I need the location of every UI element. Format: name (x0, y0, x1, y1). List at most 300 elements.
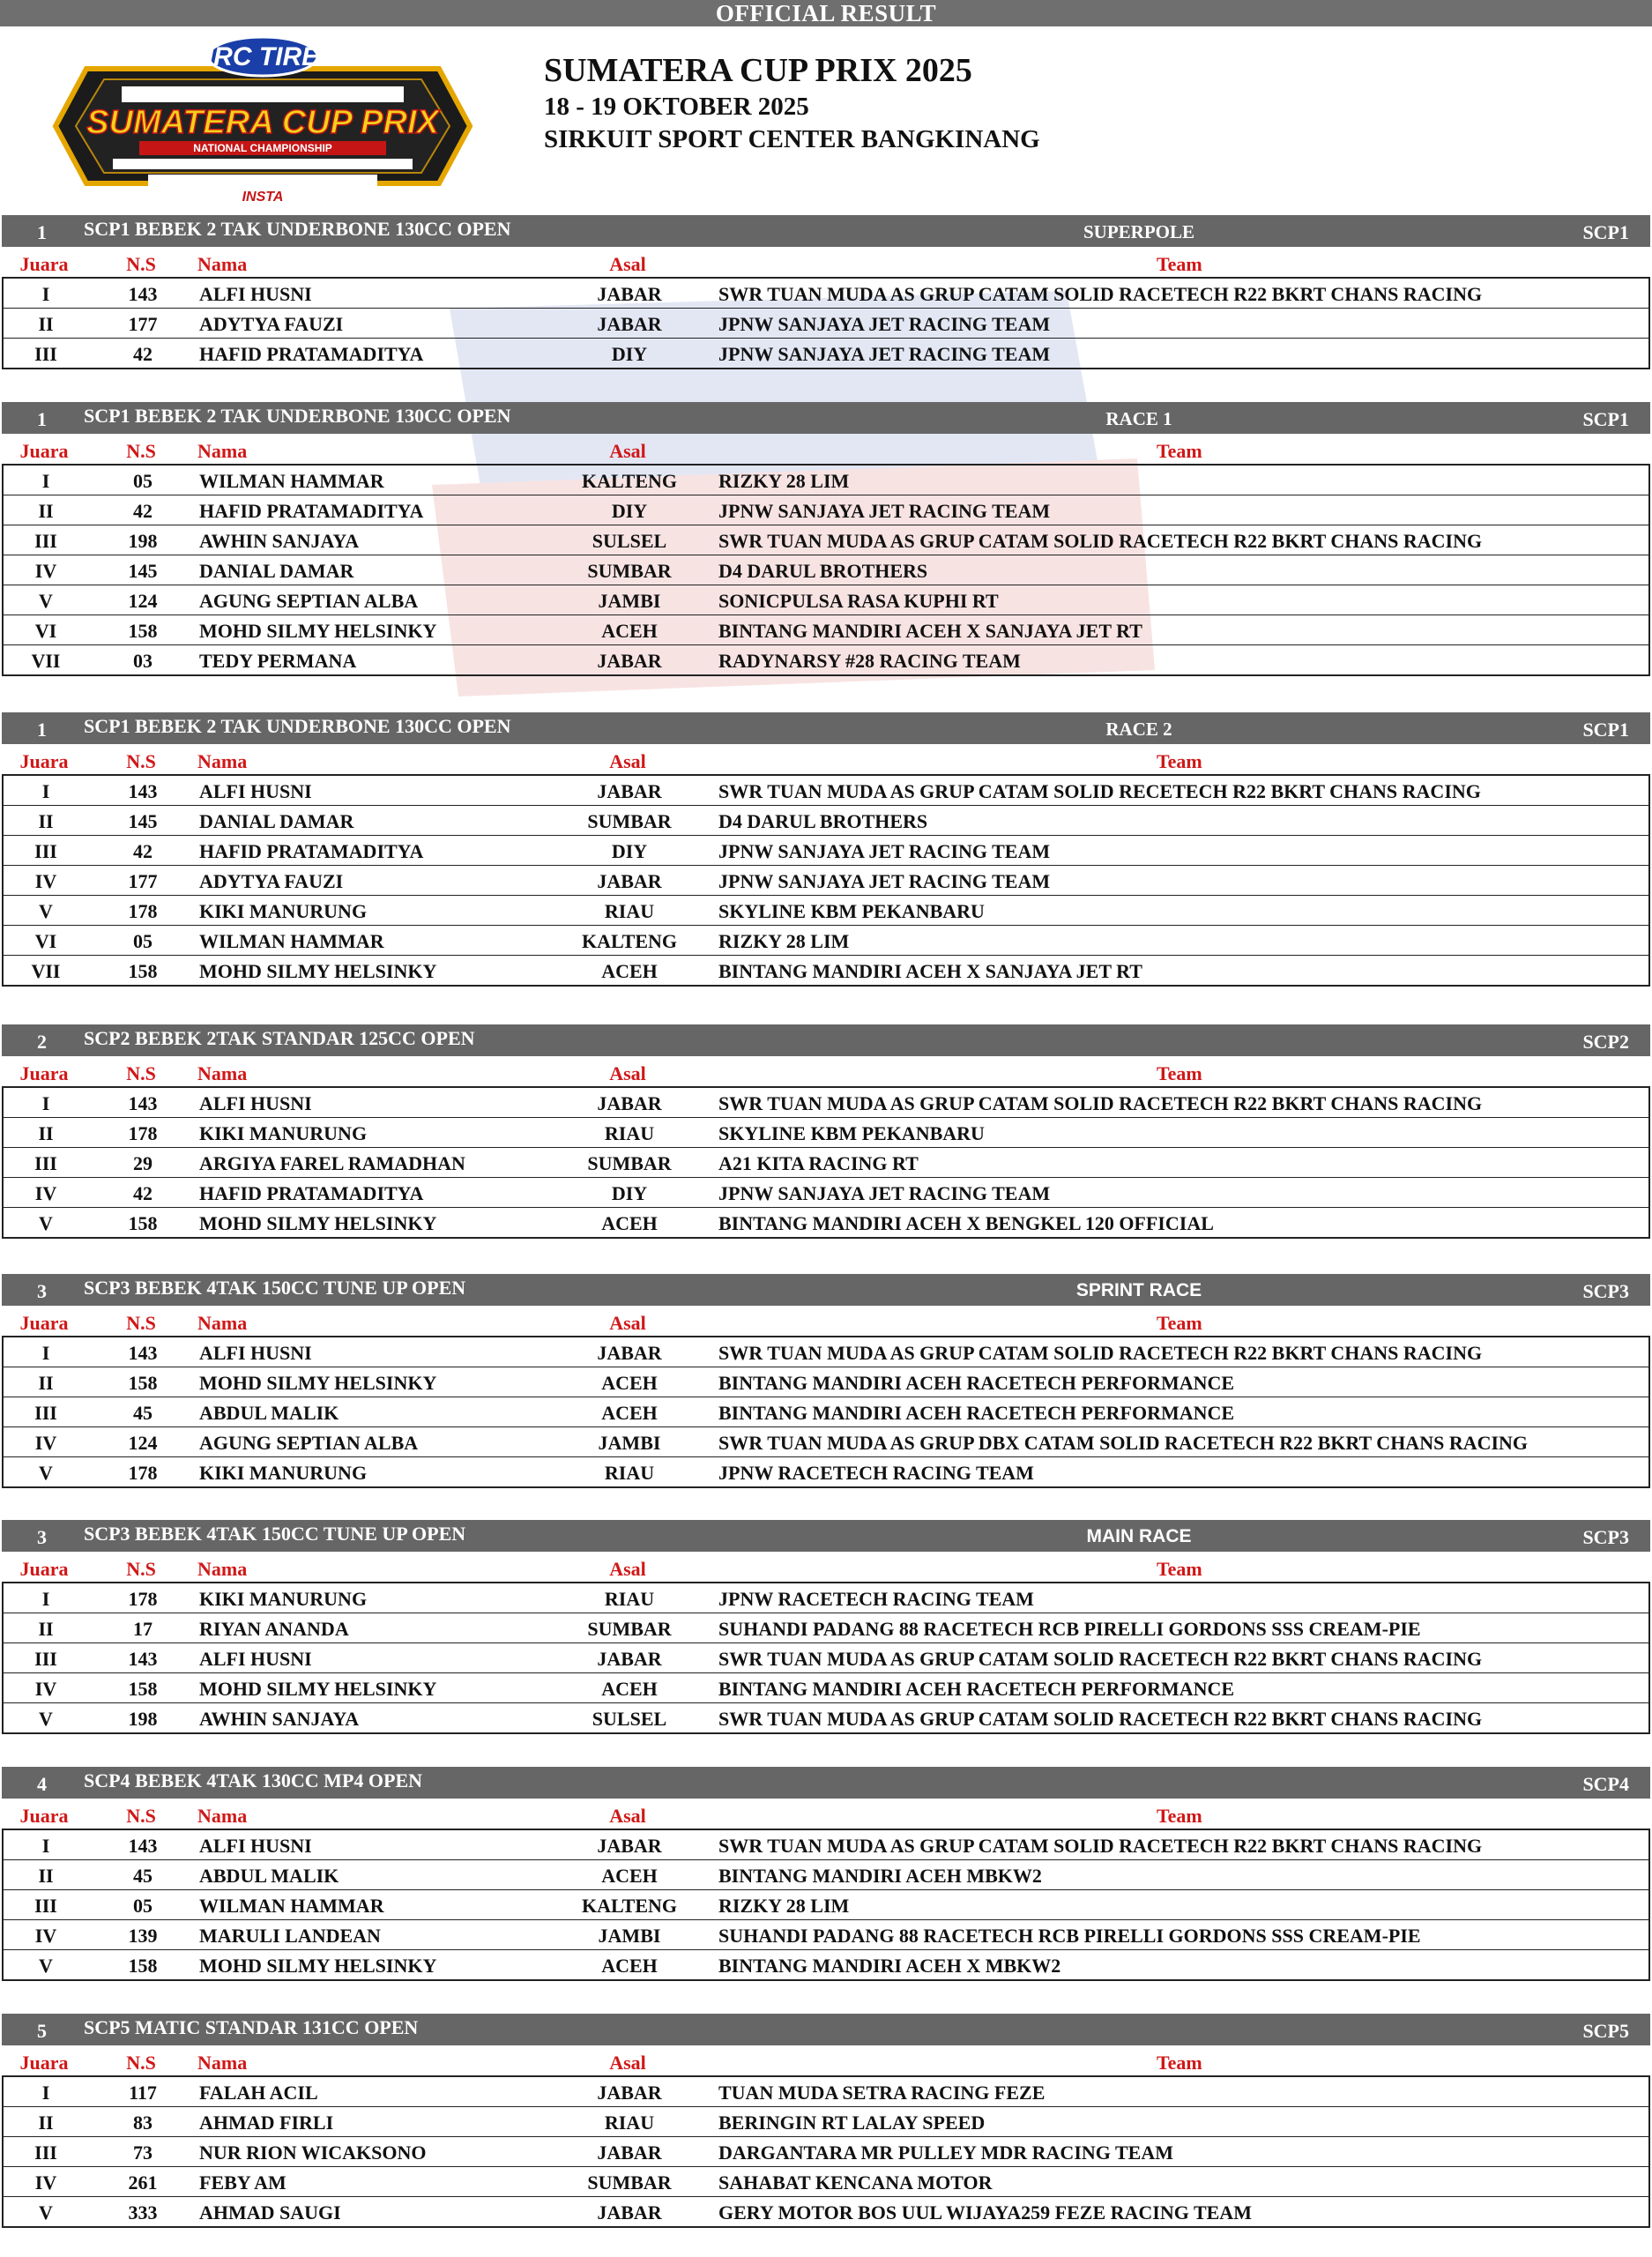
table-row (4, 1367, 1648, 1397)
cell-juara: V (39, 1955, 53, 1977)
table-row (4, 645, 1648, 674)
cell-asal: JABAR (597, 2082, 662, 2104)
col-team: Team (1157, 1805, 1202, 1827)
table-row (4, 1920, 1648, 1950)
col-nama: Nama (197, 1312, 248, 1334)
class-number: 5 (37, 2020, 47, 2042)
table-row (4, 866, 1648, 896)
cell-asal: RIAU (604, 1122, 655, 1144)
cell-team: SUHANDI PADANG 88 RACETECH RCB PIRELLI GORDONS SSS CREAM-PIE (718, 1618, 1421, 1640)
cell-nama: MOHD SILMY HELSINKY (199, 1955, 437, 1977)
cell-ns: 143 (128, 1835, 158, 1857)
cell-asal: SUMBAR (587, 560, 672, 582)
cell-ns: 177 (128, 870, 158, 892)
cell-team: SWR TUAN MUDA AS GRUP CATAM SOLID RECETECH R22 BKRT CHANS RACING (718, 780, 1481, 802)
class-code: SCP3 (1582, 1526, 1629, 1548)
cell-team: JPNW RACETECH RACING TEAM (718, 1588, 1034, 1610)
class-code: SCP4 (1582, 1773, 1629, 1795)
cell-nama: HAFID PRATAMADITYA (199, 840, 424, 862)
cell-nama: AGUNG SEPTIAN ALBA (199, 1432, 419, 1454)
cell-juara: II (38, 810, 54, 832)
cell-ns: 158 (128, 1212, 158, 1234)
cell-juara: V (39, 1462, 53, 1484)
cell-team: BINTANG MANDIRI ACEH X BENGKEL 120 OFFICIAL (718, 1212, 1214, 1234)
cell-asal: SUMBAR (587, 2171, 672, 2194)
cell-ns: 143 (128, 1648, 158, 1670)
col-asal: Asal (609, 1558, 646, 1580)
column-headers (2, 1799, 1650, 1830)
table-row (4, 1427, 1648, 1457)
cell-juara: IV (34, 560, 57, 582)
cell-juara: I (41, 1588, 50, 1610)
col-nama: Nama (197, 253, 248, 275)
result-section (2, 1024, 1650, 1239)
results-table (2, 466, 1650, 676)
cell-asal: ACEH (601, 1955, 658, 1977)
cell-juara: I (41, 1092, 50, 1114)
cell-asal: JABAR (597, 1092, 662, 1114)
cell-team: SWR TUAN MUDA AS GRUP CATAM SOLID RACETECH R22 BKRT CHANS RACING (718, 1835, 1483, 1857)
race-name: SUPERPOLE (1083, 221, 1195, 242)
cell-nama: NUR RION WICAKSONO (199, 2142, 427, 2164)
cell-asal: KALTENG (581, 470, 677, 492)
col-nama: Nama (197, 1558, 248, 1580)
result-section (2, 712, 1650, 987)
cell-juara: I (41, 1342, 50, 1364)
cell-juara: IV (34, 2171, 57, 2194)
col-ns: N.S (126, 253, 156, 275)
cell-team: DARGANTARA MR PULLEY MDR RACING TEAM (718, 2142, 1173, 2164)
event-date: 18 - 19 OKTOBER 2025 (544, 93, 809, 121)
cell-juara: IV (34, 1678, 57, 1700)
cell-ns: 143 (128, 283, 158, 305)
col-nama: Nama (197, 2052, 248, 2074)
cell-asal: JAMBI (598, 1925, 661, 1947)
cell-ns: 178 (128, 1462, 158, 1484)
cell-asal: JABAR (597, 1835, 662, 1857)
col-ns: N.S (126, 2052, 156, 2074)
cell-asal: JABAR (597, 870, 662, 892)
cell-nama: AHMAD FIRLI (199, 2112, 334, 2134)
cell-team: SAHABAT KENCANA MOTOR (718, 2171, 993, 2194)
cell-asal: JABAR (597, 283, 662, 305)
class-number: 3 (37, 1280, 47, 1302)
cell-team: SKYLINE KBM PEKANBARU (718, 1122, 985, 1144)
cell-ns: 143 (128, 1092, 158, 1114)
col-juara: Juara (19, 253, 69, 275)
table-row (4, 1397, 1648, 1427)
cell-team: BINTANG MANDIRI ACEH RACETECH PERFORMANCE (718, 1372, 1235, 1394)
col-ns: N.S (126, 750, 156, 772)
cell-nama: KIKI MANURUNG (199, 900, 368, 922)
col-juara: Juara (19, 440, 69, 462)
cell-asal: SUMBAR (587, 1152, 672, 1174)
cell-asal: ACEH (601, 620, 658, 642)
cell-asal: ACEH (601, 1678, 658, 1700)
cell-asal: SULSEL (592, 1708, 667, 1730)
col-juara: Juara (19, 750, 69, 772)
cell-nama: AWHIN SANJAYA (199, 1708, 360, 1730)
class-number: 3 (37, 1526, 47, 1548)
cell-juara: IV (34, 1432, 57, 1454)
race-name: MAIN RACE (1086, 1526, 1192, 1546)
result-section (2, 402, 1650, 676)
table-row (4, 1208, 1648, 1237)
cell-juara: VI (34, 930, 57, 952)
col-nama: Nama (197, 1805, 248, 1827)
table-row (4, 1643, 1648, 1673)
results-table (2, 776, 1650, 987)
cell-asal: JABAR (597, 2201, 662, 2223)
class-name: SCP1 BEBEK 2 TAK UNDERBONE 130CC OPEN (84, 715, 511, 737)
result-section (2, 1520, 1650, 1734)
col-team: Team (1157, 750, 1202, 772)
col-juara: Juara (19, 1312, 69, 1334)
result-section (2, 1767, 1650, 1981)
event-title: SUMATERA CUP PRIX 2025 (544, 52, 972, 89)
col-team: Team (1157, 1558, 1202, 1580)
cell-juara: II (38, 2112, 54, 2134)
cell-ns: 124 (128, 1432, 158, 1454)
cell-juara: I (41, 470, 50, 492)
table-row (4, 2197, 1648, 2226)
col-nama: Nama (197, 1062, 248, 1084)
cell-nama: ALFI HUSNI (199, 1092, 312, 1114)
cell-team: SKYLINE KBM PEKANBARU (718, 900, 985, 922)
cell-asal: RIAU (604, 2112, 655, 2134)
cell-nama: MARULI LANDEAN (199, 1925, 381, 1947)
cell-team: A21 KITA RACING RT (718, 1152, 919, 1174)
cell-asal: DIY (611, 343, 648, 365)
cell-ns: 178 (128, 1588, 158, 1610)
cell-asal: JABAR (597, 650, 662, 672)
table-row (4, 1673, 1648, 1703)
cell-nama: RIYAN ANANDA (199, 1618, 349, 1640)
cell-team: JPNW SANJAYA JET RACING TEAM (718, 870, 1051, 892)
cell-asal: JABAR (597, 313, 662, 335)
race-name: SPRINT RACE (1075, 1280, 1202, 1300)
cell-asal: JAMBI (598, 1432, 661, 1454)
col-asal: Asal (609, 253, 646, 275)
cell-ns: 158 (128, 1955, 158, 1977)
cell-juara: III (34, 840, 57, 862)
cell-nama: DANIAL DAMAR (199, 560, 354, 582)
section-header (2, 712, 1650, 744)
table-row (4, 896, 1648, 926)
section-header (2, 1767, 1650, 1799)
cell-team: SUHANDI PADANG 88 RACETECH RCB PIRELLI GORDONS SSS CREAM-PIE (718, 1925, 1421, 1947)
class-name: SCP3 BEBEK 4TAK 150CC TUNE UP OPEN (84, 1523, 466, 1545)
cell-team: SWR TUAN MUDA AS GRUP CATAM SOLID RACETECH R22 BKRT CHANS RACING (718, 1342, 1483, 1364)
cell-nama: FALAH ACIL (199, 2082, 318, 2104)
cell-nama: MOHD SILMY HELSINKY (199, 1678, 437, 1700)
result-section (2, 215, 1650, 369)
cell-ns: 178 (128, 1122, 158, 1144)
cell-ns: 198 (128, 1708, 158, 1730)
table-row (4, 1950, 1648, 1979)
cell-nama: ADYTYA FAUZI (199, 870, 344, 892)
table-row (4, 2107, 1648, 2137)
table-row (4, 2077, 1648, 2107)
cell-juara: III (34, 2142, 57, 2164)
class-name: SCP4 BEBEK 4TAK 130CC MP4 OPEN (84, 1769, 423, 1791)
cell-asal: RIAU (604, 1462, 655, 1484)
cell-ns: 198 (128, 530, 158, 552)
cell-nama: ABDUL MALIK (199, 1402, 339, 1424)
cell-nama: MOHD SILMY HELSINKY (199, 620, 437, 642)
cell-asal: ACEH (601, 1865, 658, 1887)
table-row (4, 1703, 1648, 1732)
event-venue: SIRKUIT SPORT CENTER BANGKINANG (544, 125, 1040, 153)
cell-juara: VII (31, 650, 61, 672)
cell-nama: KIKI MANURUNG (199, 1588, 368, 1610)
cell-asal: SUMBAR (587, 810, 672, 832)
cell-ns: 17 (133, 1618, 153, 1640)
cell-nama: MOHD SILMY HELSINKY (199, 1212, 437, 1234)
col-asal: Asal (609, 1805, 646, 1827)
svg-text:INSTA: INSTA (242, 190, 284, 205)
section-header (2, 402, 1650, 434)
cell-juara: II (38, 1618, 54, 1640)
cell-nama: ALFI HUSNI (199, 1648, 312, 1670)
table-row (4, 806, 1648, 836)
cell-team: SWR TUAN MUDA AS GRUP DBX CATAM SOLID RACETECH R22 BKRT CHANS RACING (718, 1432, 1529, 1454)
col-team: Team (1157, 1312, 1202, 1334)
cell-ns: 139 (128, 1925, 158, 1947)
cell-team: SWR TUAN MUDA AS GRUP CATAM SOLID RACETECH R22 BKRT CHANS RACING (718, 283, 1483, 305)
cell-asal: ACEH (601, 1372, 658, 1394)
results-table (2, 1830, 1650, 1981)
cell-nama: KIKI MANURUNG (199, 1122, 368, 1144)
cell-nama: AGUNG SEPTIAN ALBA (199, 590, 419, 612)
table-row (4, 585, 1648, 615)
table-row (4, 1118, 1648, 1148)
cell-nama: ALFI HUSNI (199, 1835, 312, 1857)
cell-team: JPNW RACETECH RACING TEAM (718, 1462, 1034, 1484)
cell-team: SWR TUAN MUDA AS GRUP CATAM SOLID RACETECH R22 BKRT CHANS RACING (718, 1092, 1483, 1114)
column-headers (2, 1306, 1650, 1337)
class-name: SCP1 BEBEK 2 TAK UNDERBONE 130CC OPEN (84, 405, 511, 427)
svg-text:SUMATERA CUP PRIX: SUMATERA CUP PRIX (86, 104, 439, 141)
table-row (4, 1890, 1648, 1920)
table-row (4, 836, 1648, 866)
cell-ns: 117 (129, 2082, 157, 2104)
cell-juara: II (38, 500, 54, 522)
cell-team: GERY MOTOR BOS UUL WIJAYA259 FEZE RACING TEAM (718, 2201, 1252, 2223)
cell-nama: ARGIYA FAREL RAMADHAN (199, 1152, 465, 1174)
result-section (2, 1274, 1650, 1488)
cell-ns: 261 (128, 2171, 158, 2194)
cell-team: RIZKY 28 LIM (718, 1895, 850, 1917)
table-row (4, 309, 1648, 339)
cell-ns: 145 (128, 560, 158, 582)
cell-nama: ALFI HUSNI (199, 1342, 312, 1364)
col-nama: Nama (197, 750, 248, 772)
table-row (4, 279, 1648, 309)
cell-team: BINTANG MANDIRI ACEH MBKW2 (718, 1865, 1042, 1887)
cell-ns: 158 (128, 1678, 158, 1700)
class-name: SCP1 BEBEK 2 TAK UNDERBONE 130CC OPEN (84, 218, 511, 240)
race-name: RACE 1 (1105, 408, 1172, 429)
cell-juara: III (34, 530, 57, 552)
race-name: RACE 2 (1105, 719, 1172, 740)
col-asal: Asal (609, 1062, 646, 1084)
table-row (4, 495, 1648, 525)
table-row (4, 525, 1648, 555)
cell-team: D4 DARUL BROTHERS (718, 810, 928, 832)
cell-juara: I (41, 2082, 50, 2104)
col-ns: N.S (126, 1558, 156, 1580)
cell-asal: JAMBI (598, 590, 661, 612)
column-headers (2, 744, 1650, 776)
cell-nama: KIKI MANURUNG (199, 1462, 368, 1484)
column-headers (2, 1056, 1650, 1088)
col-asal: Asal (609, 440, 646, 462)
table-row (4, 1613, 1648, 1643)
cell-ns: 42 (133, 840, 153, 862)
cell-nama: MOHD SILMY HELSINKY (199, 960, 437, 982)
cell-asal: KALTENG (581, 1895, 677, 1917)
cell-team: JPNW SANJAYA JET RACING TEAM (718, 313, 1051, 335)
results-table (2, 279, 1650, 369)
class-code: SCP1 (1582, 221, 1629, 243)
table-row (4, 2137, 1648, 2167)
cell-juara: III (34, 1895, 57, 1917)
cell-juara: V (39, 590, 53, 612)
cell-nama: ALFI HUSNI (199, 283, 312, 305)
cell-team: BINTANG MANDIRI ACEH X MBKW2 (718, 1955, 1061, 1977)
cell-asal: SULSEL (592, 530, 667, 552)
class-number: 2 (37, 1031, 47, 1053)
cell-ns: 03 (133, 650, 153, 672)
column-headers (2, 2045, 1650, 2077)
table-row (4, 1457, 1648, 1486)
cell-asal: ACEH (601, 960, 658, 982)
class-number: 1 (37, 719, 47, 741)
class-number: 1 (37, 221, 47, 243)
cell-nama: FEBY AM (199, 2171, 286, 2194)
cell-juara: II (38, 1122, 54, 1144)
cell-asal: ACEH (601, 1402, 658, 1424)
col-ns: N.S (126, 440, 156, 462)
cell-nama: HAFID PRATAMADITYA (199, 1182, 424, 1204)
cell-team: SWR TUAN MUDA AS GRUP CATAM SOLID RACETECH R22 BKRT CHANS RACING (718, 530, 1483, 552)
table-row (4, 776, 1648, 806)
cell-juara: III (34, 1152, 57, 1174)
cell-ns: 158 (128, 620, 158, 642)
official-result-banner: OFFICIAL RESULT (0, 0, 1652, 26)
cell-nama: MOHD SILMY HELSINKY (199, 1372, 437, 1394)
col-nama: Nama (197, 440, 248, 462)
col-team: Team (1157, 2052, 1202, 2074)
cell-ns: 05 (133, 930, 153, 952)
class-name: SCP3 BEBEK 4TAK 150CC TUNE UP OPEN (84, 1277, 466, 1299)
cell-ns: 73 (133, 2142, 153, 2164)
cell-team: BINTANG MANDIRI ACEH RACETECH PERFORMANCE (718, 1402, 1235, 1424)
cell-juara: I (41, 283, 50, 305)
col-team: Team (1157, 253, 1202, 275)
table-row (4, 926, 1648, 956)
cell-ns: 145 (128, 810, 158, 832)
cell-ns: 333 (128, 2201, 158, 2223)
cell-team: RADYNARSY #28 RACING TEAM (718, 650, 1021, 672)
column-headers (2, 434, 1650, 466)
column-headers (2, 247, 1650, 279)
cell-ns: 42 (133, 1182, 153, 1204)
cell-team: SONICPULSA RASA KUPHI RT (718, 590, 999, 612)
cell-juara: III (34, 1402, 57, 1424)
cell-juara: III (34, 343, 57, 365)
col-ns: N.S (126, 1312, 156, 1334)
class-name: SCP5 MATIC STANDAR 131CC OPEN (84, 2016, 419, 2038)
cell-nama: HAFID PRATAMADITYA (199, 500, 424, 522)
class-name: SCP2 BEBEK 2TAK STANDAR 125CC OPEN (84, 1027, 475, 1049)
cell-ns: 05 (133, 1895, 153, 1917)
cell-nama: WILMAN HAMMAR (199, 470, 384, 492)
col-asal: Asal (609, 750, 646, 772)
cell-ns: 177 (128, 313, 158, 335)
cell-team: JPNW SANJAYA JET RACING TEAM (718, 840, 1051, 862)
class-code: SCP2 (1582, 1031, 1629, 1053)
cell-ns: 42 (133, 500, 153, 522)
table-row (4, 339, 1648, 368)
table-row (4, 466, 1648, 495)
table-row (4, 1088, 1648, 1118)
cell-ns: 124 (128, 590, 158, 612)
cell-asal: DIY (611, 840, 648, 862)
cell-nama: DANIAL DAMAR (199, 810, 354, 832)
cell-nama: AWHIN SANJAYA (199, 530, 360, 552)
cell-team: D4 DARUL BROTHERS (718, 560, 928, 582)
col-ns: N.S (126, 1062, 156, 1084)
cell-nama: ABDUL MALIK (199, 1865, 339, 1887)
col-ns: N.S (126, 1805, 156, 1827)
cell-juara: I (41, 780, 50, 802)
cell-team: RIZKY 28 LIM (718, 470, 850, 492)
class-number: 4 (37, 1773, 47, 1795)
class-code: SCP3 (1582, 1280, 1629, 1302)
table-row (4, 1148, 1648, 1178)
cell-juara: V (39, 1708, 53, 1730)
table-row (4, 1337, 1648, 1367)
cell-asal: RIAU (604, 900, 655, 922)
cell-ns: 143 (128, 780, 158, 802)
cell-juara: I (41, 1835, 50, 1857)
section-header (2, 2014, 1650, 2045)
class-code: SCP1 (1582, 719, 1629, 741)
section-header (2, 215, 1650, 247)
table-row (4, 555, 1648, 585)
col-juara: Juara (19, 1805, 69, 1827)
sumatera-cup-prix-logo (51, 34, 474, 206)
section-header (2, 1520, 1650, 1552)
cell-nama: WILMAN HAMMAR (199, 930, 384, 952)
cell-team: RIZKY 28 LIM (718, 930, 850, 952)
col-asal: Asal (609, 2052, 646, 2074)
cell-juara: IV (34, 1182, 57, 1204)
class-code: SCP1 (1582, 408, 1629, 430)
cell-team: JPNW SANJAYA JET RACING TEAM (718, 1182, 1051, 1204)
cell-ns: 45 (133, 1865, 153, 1887)
cell-team: TUAN MUDA SETRA RACING FEZE (718, 2082, 1046, 2104)
class-number: 1 (37, 408, 47, 430)
svg-text:IRC TIRE: IRC TIRE (205, 42, 320, 71)
cell-ns: 143 (128, 1342, 158, 1364)
table-row (4, 956, 1648, 985)
cell-team: SWR TUAN MUDA AS GRUP CATAM SOLID RACETECH R22 BKRT CHANS RACING (718, 1708, 1483, 1730)
col-juara: Juara (19, 1062, 69, 1084)
cell-team: BINTANG MANDIRI ACEH RACETECH PERFORMANCE (718, 1678, 1235, 1700)
